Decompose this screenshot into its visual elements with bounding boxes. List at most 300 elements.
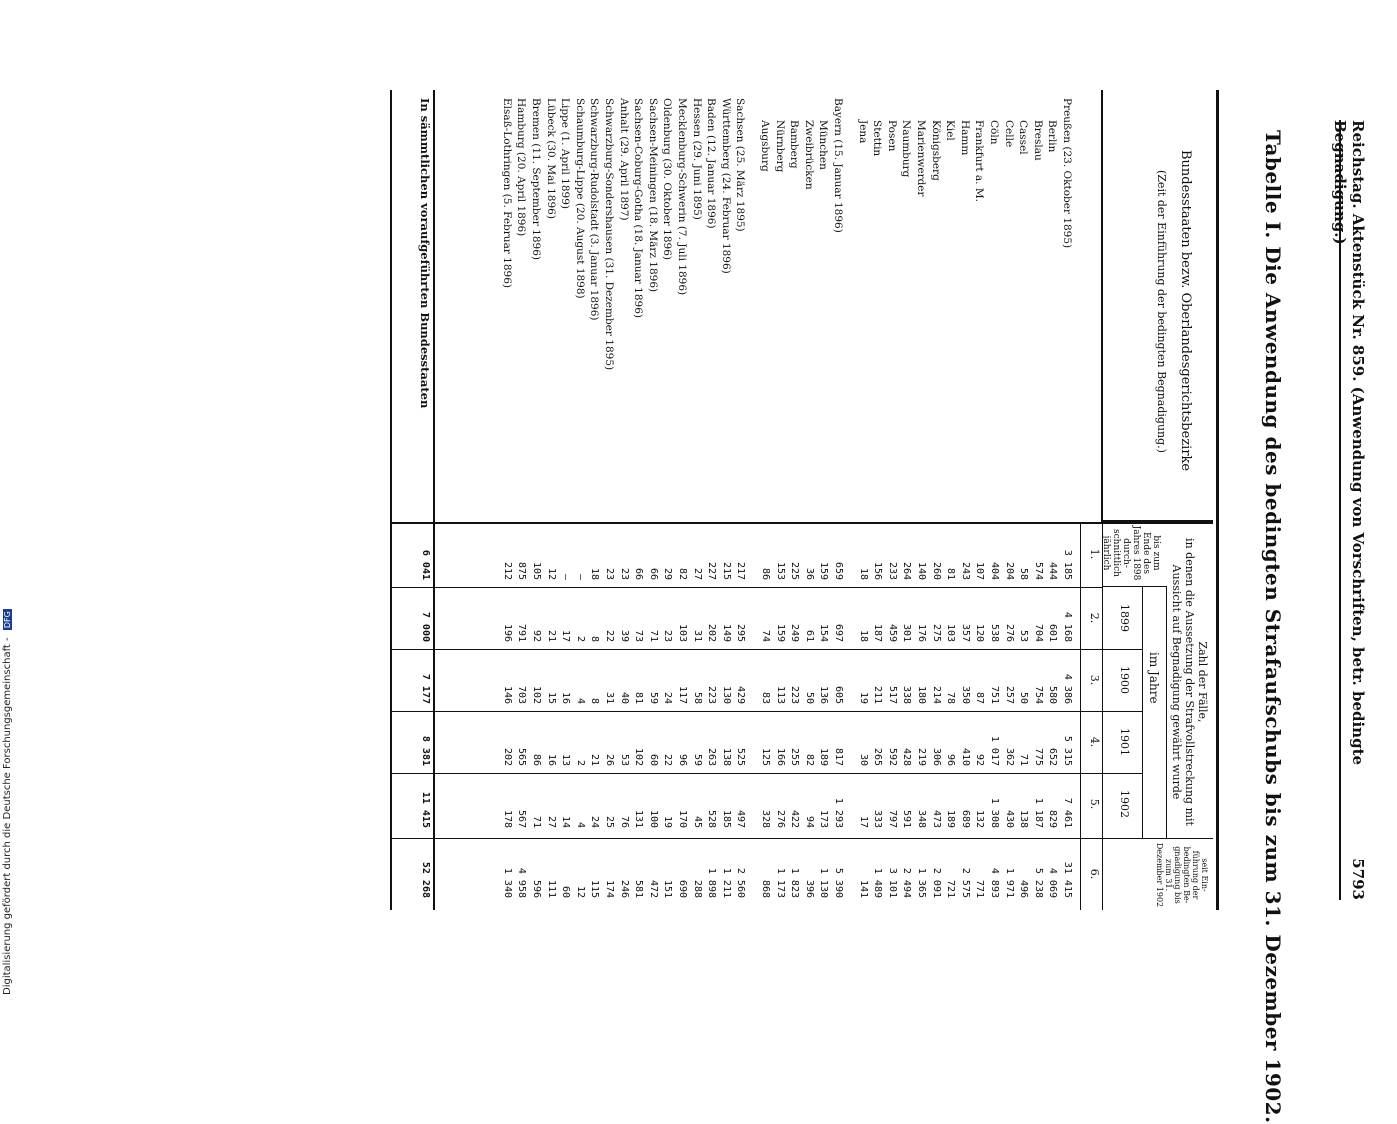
table-top-rule <box>1216 90 1219 910</box>
row-value-col3: 102 <box>531 685 542 704</box>
row-value-col5: 328 <box>760 809 771 828</box>
row-value-col5: 131 <box>633 809 645 828</box>
row-value-col6: 472 <box>647 879 659 898</box>
head-zahl <box>1170 532 1209 832</box>
row-label: Schaumburg-Lippe (20. August 1898) <box>573 98 586 299</box>
row-value-col1: 243 <box>959 561 971 580</box>
row-value-col6: 151 <box>662 879 674 898</box>
row-value-col5: 591 <box>901 809 913 828</box>
table-row <box>661 90 673 910</box>
row-value-col3: 214 <box>930 685 942 704</box>
row-value-col2: 31 <box>691 629 703 642</box>
row-value-col6: 1 211 <box>720 867 732 898</box>
row-value-col3: 8 <box>589 697 601 704</box>
row-value-col2: 8 <box>589 635 601 642</box>
head-col3: 1900 <box>1118 666 1131 694</box>
row-value-col4: 362 <box>1003 747 1015 766</box>
row-value-col1: 212 <box>501 561 513 580</box>
row-value-col2: 71 <box>647 629 659 642</box>
dfg-note-text: Digitalisierung gefördert durch die Deutsche Forschungsgemeinschaft - <box>2 637 13 995</box>
row-value-col5: 829 <box>1047 809 1059 828</box>
row-value-col3: 59 <box>647 691 659 704</box>
row-label: Naumburg <box>900 120 913 178</box>
row-value-col4: 592 <box>886 747 898 766</box>
row-value-col1: — <box>560 573 572 580</box>
row-value-col5: 170 <box>677 809 688 828</box>
row-value-col5: 178 <box>501 809 513 828</box>
row-value-col1: 12 <box>545 567 557 580</box>
row-value-col2: 196 <box>501 623 513 642</box>
row-value-col1: 58 <box>1018 567 1030 580</box>
row-label: Hessen (29. Juni 1895) <box>690 98 703 220</box>
row-value-col4: 13 <box>560 753 572 766</box>
head-vline-2 <box>1103 649 1143 650</box>
head-col2: 1899 <box>1118 604 1131 632</box>
table-row <box>1046 90 1058 910</box>
table-head-right <box>1103 522 1213 910</box>
row-value-col3: 31 <box>604 691 615 704</box>
row-value-col2: 538 <box>989 623 1000 642</box>
row-value-col6: 115 <box>589 879 601 898</box>
row-value-col3: 58 <box>691 691 703 704</box>
row-value-col3: 4 386 <box>1062 673 1073 704</box>
row-value-col1: 18 <box>589 567 601 580</box>
table-row <box>915 90 927 910</box>
row-value-col4: 428 <box>901 747 913 766</box>
row-value-col1: 659 <box>833 561 844 580</box>
row-value-col5: 94 <box>803 815 815 828</box>
table-row <box>501 90 513 910</box>
row-value-col3: 754 <box>1032 685 1044 704</box>
row-label: Bamberg <box>788 120 801 169</box>
row-value-col5: 100 <box>647 809 659 828</box>
row-value-col1: — <box>574 573 586 580</box>
table-row <box>691 90 703 910</box>
table-row <box>1003 90 1015 910</box>
row-value-col4: 652 <box>1047 747 1059 766</box>
row-label: München <box>817 120 830 170</box>
row-value-col1: 29 <box>662 567 674 580</box>
row-value-col1: 105 <box>531 561 542 580</box>
row-value-col4: 166 <box>774 747 786 766</box>
row-value-col4: 82 <box>803 753 815 766</box>
colnum-2: 2. <box>1088 612 1101 624</box>
row-label: Frankfurt a. M. <box>973 120 986 202</box>
row-value-col6: 2 575 <box>959 867 971 898</box>
head-zahl-sub: in denen die Aussetzung der Strafvollstreckung mit Aussicht auf Begnadigung gewährt wurde <box>1170 538 1196 826</box>
row-value-col2: 39 <box>618 629 630 642</box>
row-value-col1: 66 <box>633 567 645 580</box>
head-left-subtitle: (Zeit der Einführung der bedingten Begnadigung.) <box>1155 170 1168 453</box>
row-value-col6: 4 069 <box>1047 867 1059 898</box>
row-value-col6: 246 <box>618 879 630 898</box>
row-value-col5: 473 <box>930 809 942 828</box>
row-value-col5: 27 <box>545 815 557 828</box>
row-value-col5: 189 <box>945 809 957 828</box>
row-value-col2: 249 <box>789 623 801 642</box>
row-label: Mecklenburg-Schwerin (7. Juli 1896) <box>676 98 688 296</box>
row-value-col3: 40 <box>618 691 630 704</box>
row-value-col2: 18 <box>857 629 869 642</box>
row-value-col2: 4 168 <box>1062 611 1073 642</box>
row-value-col3: 257 <box>1003 685 1015 704</box>
head-vline-1 <box>1103 586 1167 587</box>
row-label: Anhalt (29. April 1897) <box>617 98 630 221</box>
row-value-col5: 1 187 <box>1032 797 1044 828</box>
colnum-5: 5. <box>1088 798 1101 810</box>
row-value-col2: 704 <box>1032 623 1044 642</box>
row-label: Hamm <box>958 120 971 156</box>
row-label: Zweibrücken <box>802 120 815 190</box>
row-value-col1: 18 <box>857 567 869 580</box>
table-row <box>930 90 942 910</box>
row-value-col4: 775 <box>1032 747 1044 766</box>
row-value-col1: 23 <box>604 567 615 580</box>
colnum-rule <box>1080 522 1081 910</box>
row-value-col6: 1 823 <box>789 867 801 898</box>
row-value-col4: 138 <box>720 747 732 766</box>
row-value-col6: 5 390 <box>833 867 844 898</box>
table-row <box>759 90 771 910</box>
row-value-col2: 159 <box>774 623 786 642</box>
row-value-col3: 517 <box>886 685 898 704</box>
header-rule <box>1339 120 1341 900</box>
row-value-col2: 275 <box>930 623 942 642</box>
row-value-col1: 574 <box>1032 561 1044 580</box>
row-value-col2: 459 <box>886 623 898 642</box>
row-value-col1: 153 <box>774 561 786 580</box>
head-col4: 1901 <box>1118 728 1131 756</box>
row-value-col2: 73 <box>633 629 645 642</box>
row-value-col4: 817 <box>833 747 844 766</box>
row-value-col3: 113 <box>774 685 786 704</box>
table-row <box>900 90 912 910</box>
table-row <box>530 90 542 910</box>
row-label: Baden (12. Januar 1896) <box>705 98 718 229</box>
row-value-col4: 22 <box>662 753 674 766</box>
row-value-col5: 71 <box>531 815 542 828</box>
row-value-col2: 149 <box>720 623 732 642</box>
row-value-col6: 4 958 <box>516 867 528 898</box>
row-label: Stettin <box>871 120 884 157</box>
row-value-col5: 1 293 <box>833 797 844 828</box>
row-value-col3: 81 <box>633 691 645 704</box>
table-row <box>515 90 527 910</box>
head-col1: bis zum Ende des Jahres 1898 durch- schnittlich jährlich <box>1101 525 1161 581</box>
table-row <box>705 90 717 910</box>
row-label: Berlin <box>1046 120 1059 153</box>
row-value-col4: 125 <box>760 747 771 766</box>
row-value-col5: 497 <box>735 809 747 828</box>
head-zahl-title: Zahl der Fälle, <box>1196 641 1209 723</box>
row-value-col4: 255 <box>789 747 801 766</box>
row-value-col6: 12 <box>574 885 586 898</box>
row-value-col6: 3 101 <box>886 867 898 898</box>
table-row <box>1032 90 1044 910</box>
table-row <box>988 90 1000 910</box>
row-value-col5: 17 <box>857 815 869 828</box>
row-value-col5: 276 <box>774 809 786 828</box>
row-value-col2: 154 <box>818 623 830 642</box>
row-value-col5: 528 <box>706 809 718 828</box>
row-value-col2: 74 <box>760 629 771 642</box>
table-row <box>588 90 600 910</box>
row-value-col1: 159 <box>818 561 830 580</box>
row-value-col1: 225 <box>789 561 801 580</box>
row-value-col5: 4 <box>574 821 586 828</box>
row-value-col5: 797 <box>886 809 898 828</box>
row-value-col6: 60 <box>560 885 572 898</box>
table-row <box>973 90 985 910</box>
row-value-col4: 1 017 <box>989 735 1000 766</box>
row-value-col2: 697 <box>833 623 844 642</box>
row-value-col4: 525 <box>735 747 747 766</box>
row-label: Sachsen (25. März 1895) <box>734 98 747 232</box>
row-value-col2: 61 <box>803 629 815 642</box>
table-row <box>803 90 815 910</box>
row-label: Schwarzburg-Sondershausen (31. Dezember 1895) <box>603 98 615 371</box>
row-label: Königsberg <box>929 120 942 181</box>
row-value-col6: 2 494 <box>901 867 913 898</box>
row-value-col2: 103 <box>945 623 957 642</box>
row-value-col2: 187 <box>872 623 884 642</box>
row-label: Schwarzburg-Rudolstadt (3. Januar 1896) <box>588 98 601 321</box>
colnum-1: 1. <box>1088 548 1101 560</box>
row-value-col4: 86 <box>531 753 542 766</box>
row-value-col3: 117 <box>677 685 688 704</box>
row-value-col3: 4 <box>574 697 586 704</box>
table-row <box>545 90 557 910</box>
row-value-col1: 86 <box>760 567 771 580</box>
row-value-col4: 219 <box>916 747 927 766</box>
row-value-col6: 141 <box>857 879 869 898</box>
row-value-col6: 2 091 <box>930 867 942 898</box>
row-value-col3: 87 <box>974 691 986 704</box>
row-value-col1: 23 <box>618 567 630 580</box>
row-value-col1: 404 <box>989 561 1000 580</box>
row-label: Augsburg <box>759 120 771 172</box>
table-row <box>944 90 956 910</box>
row-value-col5: 19 <box>662 815 674 828</box>
row-value-col6: 288 <box>691 879 703 898</box>
dfg-side-note <box>2 600 22 995</box>
head-rule-b <box>1142 586 1143 838</box>
row-value-col6: 1 898 <box>706 867 718 898</box>
row-label: Bremen (11. September 1896) <box>530 98 542 260</box>
row-value-col5: 689 <box>959 809 971 828</box>
row-value-col2: 92 <box>531 629 542 642</box>
row-value-col4: 189 <box>818 747 830 766</box>
row-value-col6: 771 <box>974 879 986 898</box>
row-value-col6: 174 <box>604 879 615 898</box>
row-value-col5: 14 <box>560 815 572 828</box>
header-left-text: Reichstag. Aktenstück Nr. 859. (Anwendung von Vorschriften, betr. bedingte Begnadigung.) <box>1331 120 1367 766</box>
row-value-col1: 233 <box>886 561 898 580</box>
row-value-col3: 16 <box>560 691 572 704</box>
row-value-col3: 338 <box>901 685 913 704</box>
row-label: Celle <box>1002 120 1015 148</box>
row-value-col6: 1 173 <box>774 867 786 898</box>
row-value-col3: 751 <box>989 685 1000 704</box>
head-vline-4 <box>1103 773 1143 774</box>
row-value-col1: 875 <box>516 561 528 580</box>
row-value-col2: 17 <box>560 629 572 642</box>
row-value-col3: 350 <box>959 685 971 704</box>
row-value-col5: 11 415 <box>420 791 431 828</box>
row-value-col5: 422 <box>789 809 801 828</box>
row-label: Cöln <box>988 120 1000 145</box>
row-value-col1: 215 <box>720 561 732 580</box>
table-row <box>559 90 571 910</box>
row-value-col2: 21 <box>545 629 557 642</box>
row-value-col4: 30 <box>857 753 869 766</box>
row-value-col5: 1 308 <box>989 797 1000 828</box>
row-value-col4: 53 <box>618 753 630 766</box>
row-value-col5: 333 <box>872 809 884 828</box>
row-value-col4: 59 <box>691 753 703 766</box>
row-value-col4: 263 <box>706 747 718 766</box>
colnum-3: 3. <box>1088 674 1101 686</box>
row-value-col3: 211 <box>872 685 884 704</box>
row-value-col2: 202 <box>706 623 718 642</box>
row-label: Marienwerder <box>915 120 927 197</box>
row-value-col6: 690 <box>677 879 688 898</box>
row-value-col1: 36 <box>803 567 815 580</box>
table-row <box>1017 90 1029 910</box>
table-row <box>647 90 659 910</box>
head-vline-3 <box>1103 711 1143 712</box>
table-row <box>774 90 786 910</box>
row-label: Breslau <box>1031 120 1044 161</box>
row-value-col6: 2 560 <box>735 867 747 898</box>
colnum-4: 4. <box>1088 736 1101 748</box>
page-number: 5793 <box>1349 858 1367 900</box>
row-value-col3: 83 <box>760 691 771 704</box>
row-value-col6: 1 489 <box>872 867 884 898</box>
row-value-col3: 24 <box>662 691 674 704</box>
row-value-col4: 565 <box>516 747 528 766</box>
row-value-col2: 103 <box>677 623 688 642</box>
table-row <box>419 90 431 910</box>
page-header <box>1331 120 1367 900</box>
row-value-col3: 146 <box>501 685 513 704</box>
row-value-col6: 396 <box>803 879 815 898</box>
row-value-col1: 227 <box>706 561 718 580</box>
row-value-col1: 140 <box>916 561 927 580</box>
row-value-col6: 581 <box>633 879 645 898</box>
row-value-col3: 15 <box>545 691 557 704</box>
row-label: Cassel <box>1017 120 1030 155</box>
row-value-col2: 7 000 <box>420 611 431 642</box>
row-value-col5: 25 <box>604 815 615 828</box>
row-value-col1: 107 <box>974 561 986 580</box>
head-im-jahre: im Jahre <box>1147 652 1161 704</box>
row-value-col4: 26 <box>604 753 615 766</box>
row-value-col1: 156 <box>872 561 884 580</box>
row-value-col5: 567 <box>516 809 528 828</box>
head-bottom-rule <box>1102 522 1103 910</box>
row-value-col6: 868 <box>760 879 771 898</box>
row-value-col5: 45 <box>691 815 703 828</box>
row-value-col5: 430 <box>1003 809 1015 828</box>
row-value-col6: 596 <box>531 879 542 898</box>
total-rule <box>433 90 435 910</box>
row-value-col5: 24 <box>589 815 601 828</box>
row-value-col4: 16 <box>545 753 557 766</box>
table-head-left <box>1101 90 1213 522</box>
table-row <box>959 90 971 910</box>
table-row <box>618 90 630 910</box>
row-value-col6: 1 971 <box>1003 867 1015 898</box>
table-row <box>871 90 883 910</box>
row-value-col4: 2 <box>574 759 586 766</box>
row-label: Württemberg (24. Februar 1896) <box>719 98 732 274</box>
row-value-col1: 82 <box>677 567 688 580</box>
row-value-col3: 580 <box>1047 685 1059 704</box>
row-value-col4: 60 <box>647 753 659 766</box>
row-value-col1: 27 <box>691 567 703 580</box>
row-value-col3: 429 <box>735 685 747 704</box>
row-value-col1: 81 <box>945 567 957 580</box>
row-value-col3: 223 <box>789 685 801 704</box>
row-value-col2: 176 <box>916 623 927 642</box>
row-value-col2: 120 <box>974 623 986 642</box>
row-value-col4: 96 <box>677 753 688 766</box>
row-label: Lippe (1. April 1899) <box>559 98 572 209</box>
table-row <box>817 90 829 910</box>
table-row <box>632 90 644 910</box>
row-value-col5: 348 <box>916 809 927 828</box>
row-value-col5: 132 <box>974 809 986 828</box>
row-value-col1: 6 041 <box>420 549 431 580</box>
row-value-col1: 3 185 <box>1062 549 1073 580</box>
row-label: Sachsen-Meiningen (18. März 1896) <box>646 98 659 293</box>
column-numbers <box>1081 522 1101 910</box>
table-row <box>603 90 615 910</box>
row-value-col4: 102 <box>633 747 645 766</box>
row-value-col6: 496 <box>1018 879 1030 898</box>
row-value-col6: 1 340 <box>501 867 513 898</box>
head-rule-a <box>1166 586 1167 838</box>
row-label: Hamburg (20. April 1896) <box>515 98 528 237</box>
row-value-col3: 7 177 <box>420 673 431 704</box>
row-label: Oldenburg (30. Oktober 1896) <box>661 98 674 260</box>
row-value-col4: 71 <box>1018 753 1030 766</box>
row-value-col1: 66 <box>647 567 659 580</box>
row-value-col3: 703 <box>516 685 528 704</box>
row-value-col1: 444 <box>1047 561 1059 580</box>
table-bottom-rule <box>390 90 392 910</box>
row-value-col2: 791 <box>516 623 528 642</box>
table-row <box>886 90 898 910</box>
row-label: Jena <box>856 120 869 144</box>
row-value-col3: 136 <box>818 685 830 704</box>
row-value-col2: 22 <box>604 629 615 642</box>
row-value-col3: 50 <box>803 691 815 704</box>
row-value-col4: 96 <box>945 753 957 766</box>
row-value-col2: 301 <box>901 623 913 642</box>
row-value-col3: 180 <box>916 685 927 704</box>
row-value-col6: 4 893 <box>989 867 1000 898</box>
row-value-col2: 2 <box>574 635 586 642</box>
row-label: Sachsen-Coburg-Gotha (18. Januar 1896) <box>632 98 645 318</box>
row-value-col5: 7 461 <box>1062 797 1073 828</box>
row-value-col6: 1 365 <box>916 867 927 898</box>
row-value-col2: 295 <box>735 623 747 642</box>
row-label: Bayern (15. Januar 1896) <box>832 98 844 233</box>
row-value-col3: 78 <box>945 691 957 704</box>
row-value-col6: 31 415 <box>1062 861 1073 898</box>
